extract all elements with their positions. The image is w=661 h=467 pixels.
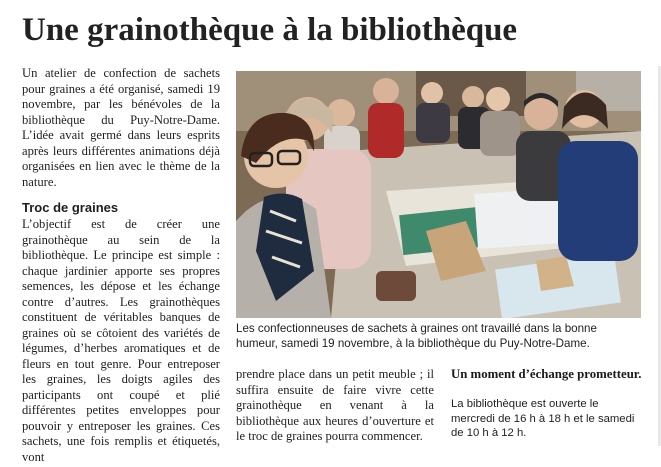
sidebar-title: Un moment d’échange prometteur.	[451, 367, 642, 381]
workshop-photo-illustration	[236, 71, 641, 318]
opening-hours-info: La bibliothèque est ouverte le mercredi de 16 h à 18 h et le samedi de 10 h à 12 h.	[451, 398, 635, 439]
article-photo	[236, 71, 641, 318]
section-title: Troc de graines	[22, 200, 119, 215]
article-column-middle	[236, 367, 434, 445]
article-body-part-2: prendre place dans un petit meuble ; il suffira ensuite de faire vivre cette grainothèque en venant à la bibliothèque aux heures d’ouverture et le troc de graines pourra commencer.	[236, 367, 434, 443]
article-intro: Un atelier de confection de sachets pour graines a été organisé, samedi 19 novembre, par les bénévoles de la bibliothèque du Puy-Notre-Dame. L’idée avait germé dans leurs esprits après leurs différentes animations déjà organisées en lien avec le thème de la nature.	[22, 66, 220, 189]
article-column-left	[22, 66, 220, 465]
article-body-part-1: L’objectif est de créer une grainothèque au sein de la bibliothèque. Le principe est simple : chaque jardinier apporte ses propres semences, les dépose et les échange contre d’autres. Les grainothèques constituent de véritables banques de graines où se côtoient des variétés de légumes, d’herbes aromatiques et de fleurs en tout genre. Pour entreposer les graines, les doigts agiles des participants ont coupé et plié différentes petites enveloppes pour pouvoir y entreposer les graines. Ces sachets, une fois remplis et étiquetés, vont	[22, 217, 220, 464]
photo-caption: Les confectionneuses de sachets à graines ont travaillé dans la bonne humeur, samedi 19 novembre, à la bibliothèque du Puy-Notre-Dame.	[236, 322, 597, 350]
article-headline: Une grainothèque à la bibliothèque	[22, 12, 518, 48]
